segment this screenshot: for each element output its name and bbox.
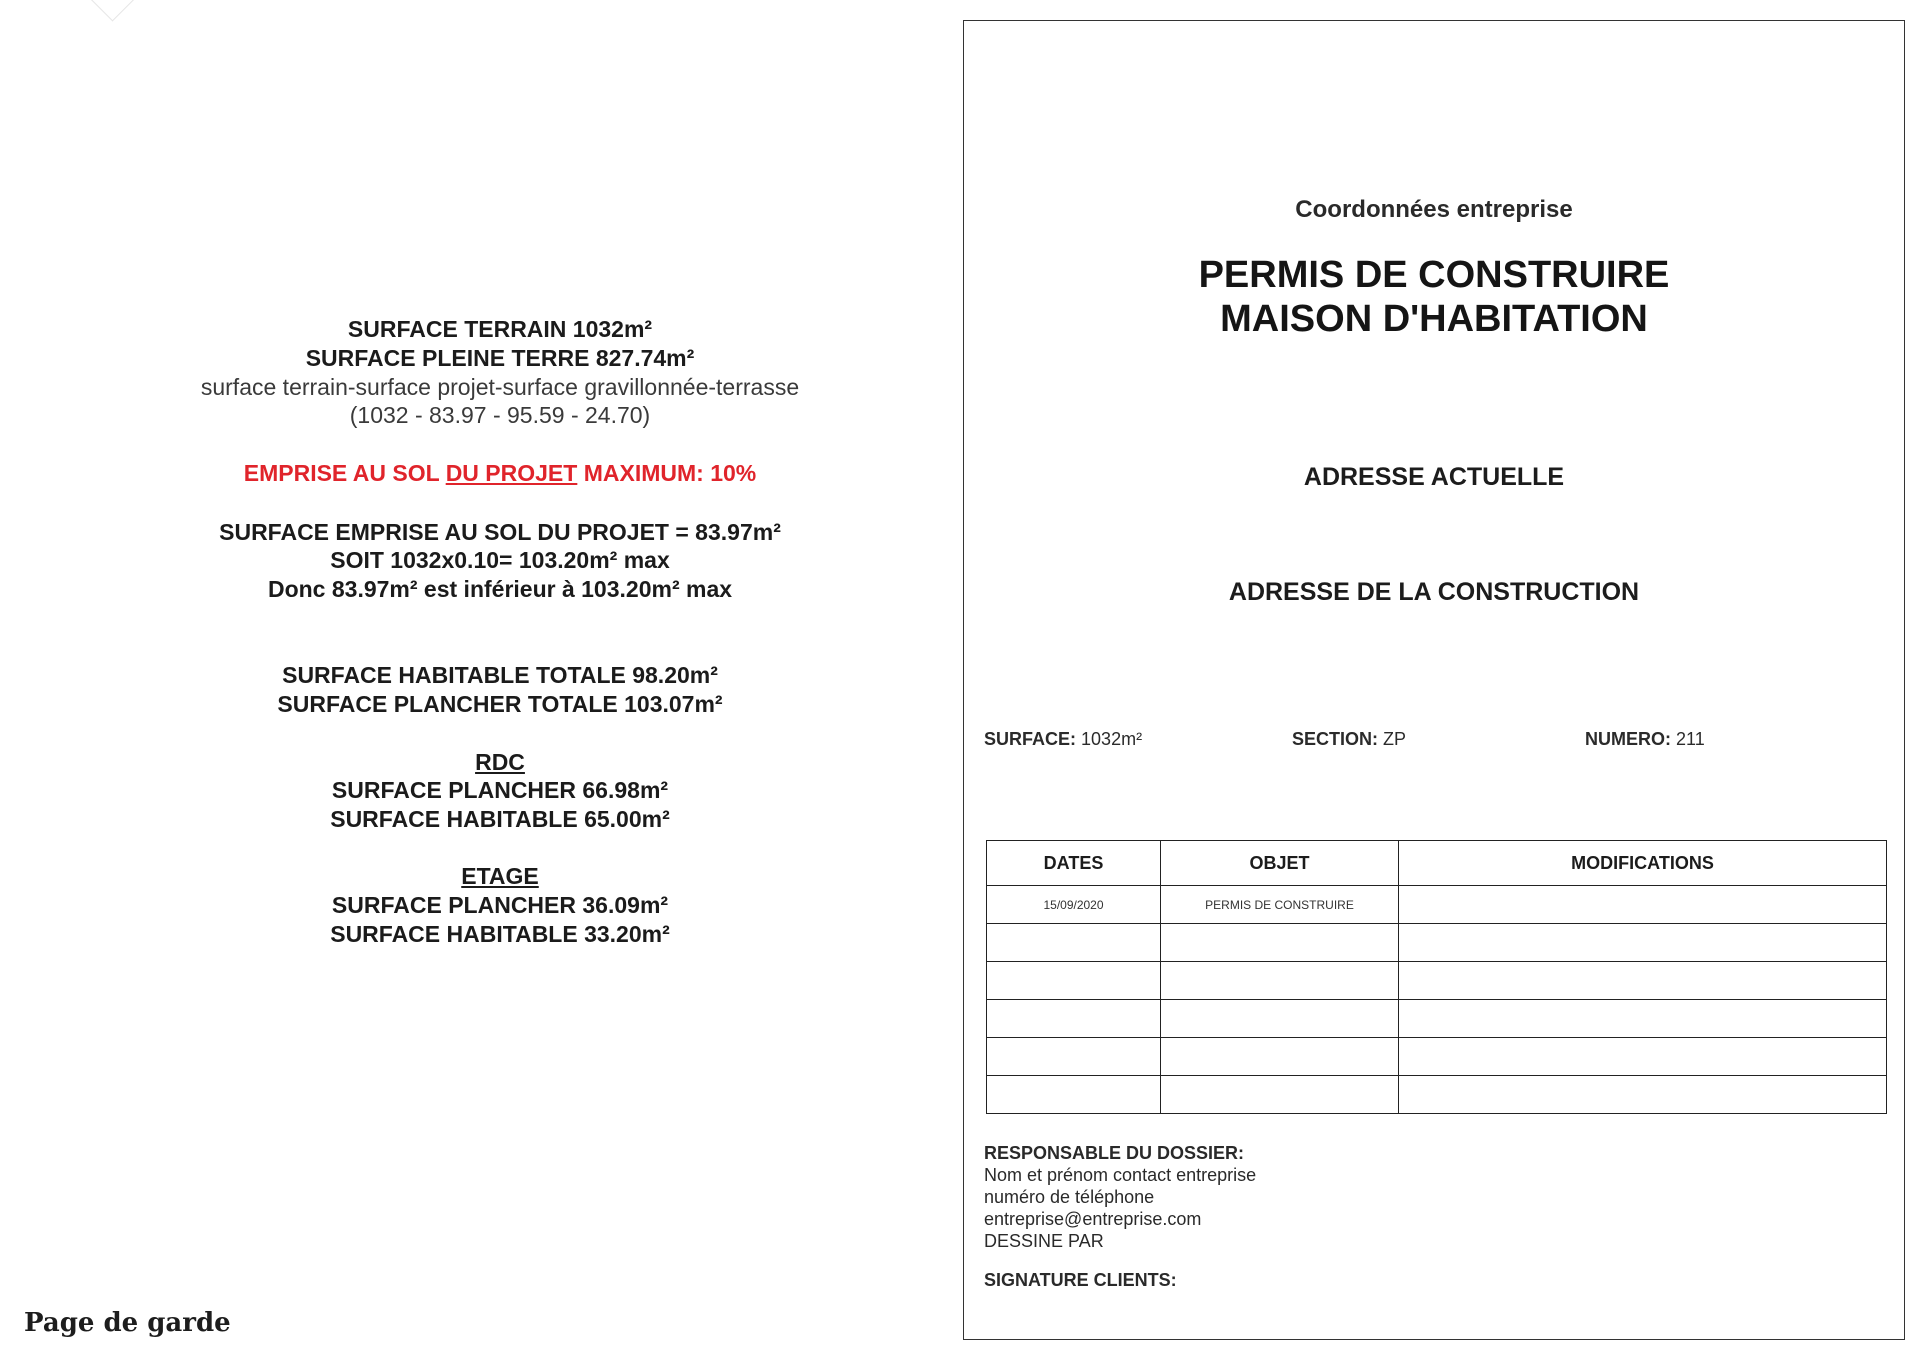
emprise-maximum <box>130 459 870 487</box>
company-details: Coordonnées entreprise <box>1295 196 1573 223</box>
drawn-by: DESSINE PAR <box>984 1231 1104 1251</box>
section-info <box>1292 729 1406 750</box>
table-row <box>987 962 1887 1000</box>
emprise-donc: Donc 83.97m² est inférieur à 103.20m² max <box>267 576 733 602</box>
emprise-part2: DU PROJET <box>445 460 578 486</box>
formula-values: (1032 - 83.97 - 95.59 - 24.70) <box>349 402 651 428</box>
title-line-2: MAISON D'HABITATION <box>1220 298 1648 340</box>
emprise-part1: EMPRISE AU SOL <box>243 460 446 486</box>
etage-title: ETAGE <box>461 863 539 889</box>
numero-label: NUMERO: <box>1585 729 1671 749</box>
table-row <box>987 1038 1887 1076</box>
cell-modification <box>1399 1000 1887 1038</box>
etage-habitable: SURFACE HABITABLE 33.20m² <box>330 921 670 947</box>
table-row <box>987 886 1887 924</box>
numero-info <box>1585 729 1705 750</box>
habitable-totale: SURFACE HABITABLE TOTALE 98.20m² <box>282 662 718 688</box>
corner-decoration <box>84 0 142 21</box>
cell-objet <box>1161 924 1399 962</box>
emprise-part3: MAXIMUM: 10% <box>577 460 757 486</box>
page-caption: Page de garde <box>24 1308 231 1338</box>
emprise-soit: SOIT 1032x0.10= 103.20m² max <box>330 547 670 573</box>
rdc-habitable: SURFACE HABITABLE 65.00m² <box>330 806 670 832</box>
header-modifications: MODIFICATIONS <box>1399 841 1887 886</box>
cell-objet <box>1161 1076 1399 1114</box>
cell-objet: PERMIS DE CONSTRUIRE <box>1161 886 1399 924</box>
table-header-row <box>987 841 1887 886</box>
cell-modification <box>1399 962 1887 1000</box>
responsable-heading: RESPONSABLE DU DOSSIER: <box>984 1143 1245 1163</box>
construction-address: ADRESSE DE LA CONSTRUCTION <box>1228 578 1640 606</box>
cell-modification <box>1399 886 1887 924</box>
table-row <box>987 1000 1887 1038</box>
cover-page <box>963 20 1905 1340</box>
section-value: ZP <box>1383 729 1407 749</box>
table-row <box>987 1076 1887 1114</box>
etage-plancher: SURFACE PLANCHER 36.09m² <box>331 892 669 918</box>
cell-modification <box>1399 1076 1887 1114</box>
section-label: SECTION: <box>1292 729 1379 749</box>
surface-label: SURFACE: <box>984 729 1077 749</box>
contact-phone: numéro de téléphone <box>984 1187 1155 1207</box>
cell-date <box>987 1038 1161 1076</box>
plancher-totale: SURFACE PLANCHER TOTALE 103.07m² <box>277 691 723 717</box>
formula-text: surface terrain-surface projet-surface gravillonnée-terrasse <box>200 374 800 400</box>
revisions-table <box>986 840 1887 1114</box>
contact-name: Nom et prénom contact entreprise <box>984 1165 1257 1185</box>
surface-pleine-terre: SURFACE PLEINE TERRE 827.74m² <box>305 345 695 371</box>
table-row <box>987 924 1887 962</box>
cell-date <box>987 1076 1161 1114</box>
rdc-title: RDC <box>475 749 525 775</box>
contact-email: entreprise@entreprise.com <box>984 1209 1202 1229</box>
cell-modification <box>1399 1038 1887 1076</box>
surface-info <box>984 729 1142 750</box>
cell-date <box>987 962 1161 1000</box>
header-objet: OBJET <box>1161 841 1399 886</box>
permit-title <box>964 253 1904 341</box>
header-dates: DATES <box>987 841 1161 886</box>
surface-value: 1032m² <box>1081 729 1143 749</box>
cell-modification <box>1399 924 1887 962</box>
surface-terrain: SURFACE TERRAIN 1032m² <box>347 316 653 342</box>
emprise-projet: SURFACE EMPRISE AU SOL DU PROJET = 83.97m² <box>219 519 781 545</box>
numero-value: 211 <box>1676 729 1705 749</box>
rdc-plancher: SURFACE PLANCHER 66.98m² <box>331 777 669 803</box>
title-line-1: PERMIS DE CONSTRUIRE <box>1198 254 1670 296</box>
cell-objet <box>1161 1000 1399 1038</box>
signature-label: SIGNATURE CLIENTS: <box>984 1270 1177 1290</box>
cell-objet <box>1161 1038 1399 1076</box>
current-address: ADRESSE ACTUELLE <box>1303 463 1565 491</box>
cell-date: 15/09/2020 <box>987 886 1161 924</box>
cell-objet <box>1161 962 1399 1000</box>
cell-date <box>987 924 1161 962</box>
cell-date <box>987 1000 1161 1038</box>
responsable-block <box>984 1142 1256 1252</box>
